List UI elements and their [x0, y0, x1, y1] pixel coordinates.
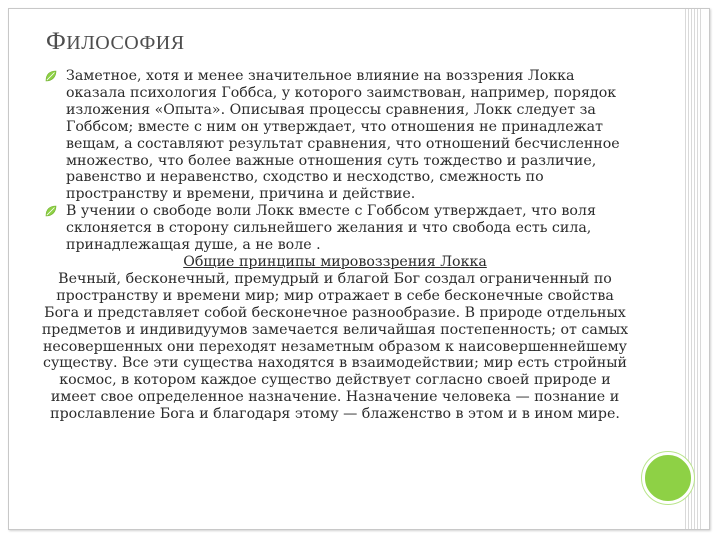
slide-content	[40, 68, 630, 423]
bullet-text: В учении о свободе воли Локк вместе с Гоббсом утверждает, что воля склоняется в сторону сильнейшего желания и что свобода есть сила, принадлежащая душе, а не воле .	[66, 203, 596, 254]
leaf-bullet-icon	[45, 205, 57, 217]
leaf-bullet-icon	[45, 70, 57, 82]
bullet-item	[40, 203, 630, 254]
slide-title: ФИЛОСОФИЯ	[46, 28, 185, 55]
bullet-item	[40, 68, 630, 203]
subheading: Общие принципы мировоззрения Локка	[183, 253, 487, 270]
decorative-circle	[642, 452, 694, 504]
body-paragraph: Вечный, бесконечный, премудрый и благой Бог создал ограниченный по пространству и времени мир; мир отражает в себе бесконечные свойства Бога и представляет собой бесконечное разнообразие. В природе отдельных предметов и индивидуумов замечается величайшая постепенность; от самых несовершенных они переходят незаметным образом к наисовершеннейшему существу. Все эти существа находятся в взаимодействии; мир есть стройный космос, в котором каждое существо действует согласно своей природе и имеет свое определенное назначение. Назначение человека — познание и прославление Бога и благодаря этому — блаженство в этом и в ином мире.	[41, 270, 629, 423]
decorative-stripe	[683, 9, 703, 529]
bullet-text: Заметное, хотя и менее значительное влияние на воззрения Локка оказала психология Гоббса, у которого заимствован, например, порядок изложения «Опыта». Описывая процессы сравнения, Локк следует за Гоббсом; вместе с ним он утверждает, что отношения не принадлежат вещам, а составляют результат сравнения, что отношений бесчисленное множество, что более важные отношения суть тождество и различие, равенство и неравенство, сходство и несходство, смежность по пространству и времени, причина и действие.	[66, 68, 620, 203]
